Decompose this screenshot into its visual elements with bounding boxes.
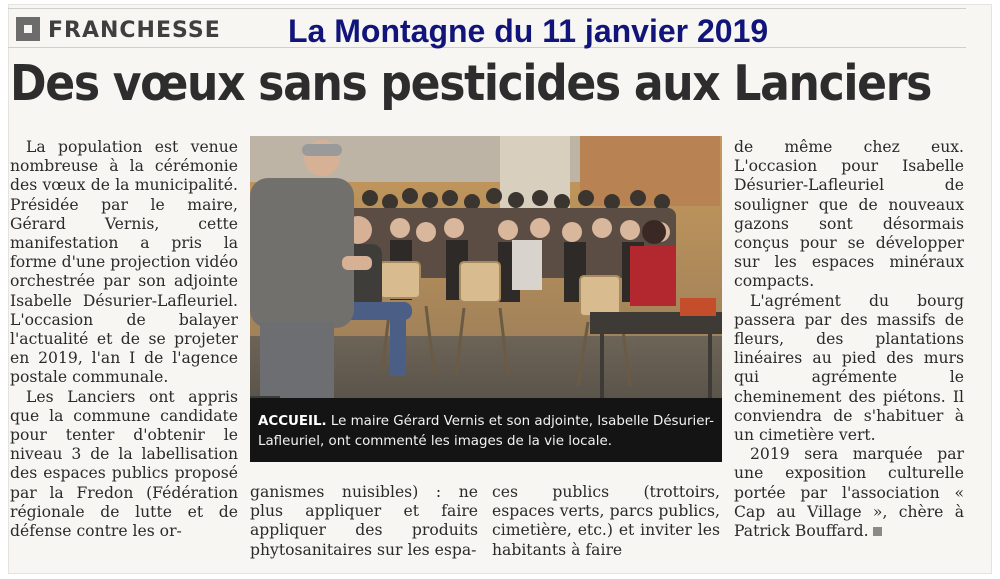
caption-lead: ACCUEIL. <box>258 414 327 429</box>
article-paragraph: La population est venue nombreuse à la cérémonie des vœux de la municipalité. Présidée par le maire, Gérard Vernis, cette manifestation a pris la forme d'une projection vidéo orchestrée par son adjointe Isabelle Désurier-Lafleuriel. L'occasion de balayer l'actualité et de se projeter en 2019, l'an I de l'agence postale communale. <box>10 138 238 387</box>
photo-caption-text <box>258 412 718 452</box>
headline: Des vœux sans pesticides aux Lanciers <box>10 55 932 112</box>
end-of-article-icon <box>873 527 882 536</box>
caption-body: Le maire Gérard Vernis et son adjointe, Isabelle Désurier-Lafleuriel, ont commenté les images de la vie locale. <box>258 414 714 449</box>
source-title: La Montagne du 11 janvier 2019 <box>288 13 769 49</box>
section-label: FRANCHESSE <box>48 18 221 43</box>
article-closing-text: 2019 sera marquée par une exposition culturelle portée par l'association « Cap au Village », chère à Patrick Bouffard. <box>734 445 964 541</box>
article-paragraph: ganismes nuisibles) : ne plus appliquer et faire appliquer des produits phytosanitaires sur les espa- <box>250 483 478 559</box>
article-paragraph: Les Lanciers ont appris que la commune candidate pour tenter d'obtenir le niveau 3 de la labellisation des espaces publics proposé par la Fredon (Fédération régionale de lutte et de défense contre les or- <box>10 387 238 541</box>
article-paragraph: L'agrément du bourg passera par des massifs de fleurs, des plantations linéaires au pied des murs qui agrémente le cheminement des piétons. Il conviendra de s'habituer à un cimetière vert. <box>734 291 964 445</box>
article-paragraph: de même chez eux. L'occasion pour Isabelle Désurier-Lafleuriel de souligner que de nouveaux gazons sont désormais conçus pour se développer sur les espaces minéraux compacts. <box>734 138 964 291</box>
section-marker-icon <box>16 17 40 41</box>
article-paragraph <box>734 445 964 541</box>
article-column-1 <box>10 138 238 541</box>
section-header <box>8 8 966 48</box>
article-column-2 <box>250 483 478 560</box>
article-column-3 <box>492 483 720 560</box>
article-paragraph: ces publics (trottoirs, espaces verts, parcs publics, cimetière, etc.) et inviter les habitants à faire <box>492 483 720 559</box>
article-column-4 <box>734 138 964 541</box>
